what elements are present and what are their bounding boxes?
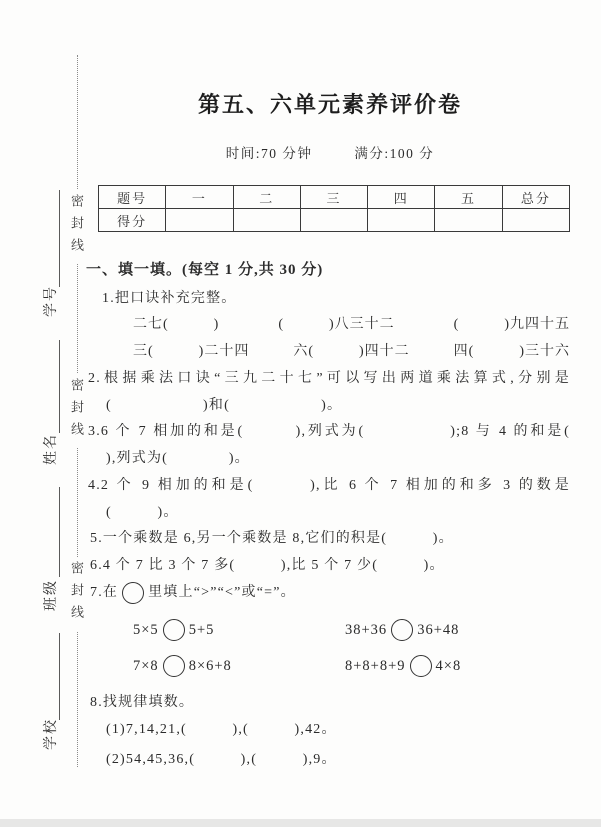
section-1-heading: 一、填一填。(每空 1 分,共 30 分) <box>86 262 324 278</box>
blank-item: 四( )三十六 <box>453 344 570 359</box>
question-8-stem: 8.找规律填数。 <box>90 695 195 710</box>
score-table-header-cell: 三 <box>300 186 367 209</box>
comparison-circle-icon <box>122 582 144 604</box>
left-expression: 7×8 <box>133 658 159 674</box>
class-label: 班级 <box>44 579 59 611</box>
question-3-line-2: ),列式为( )。 <box>106 451 250 466</box>
comparison-circle-icon <box>391 619 413 641</box>
school-label: 学校 <box>44 718 59 750</box>
question-3-line-1: 3.6 个 7 相加的和是( ),列式为( );8 与 4 的和是( <box>88 424 570 439</box>
seal-line-text: 密封线 <box>69 190 86 264</box>
score-table-header-cell: 五 <box>435 186 502 209</box>
blank-item: 六( )四十二 <box>293 344 410 359</box>
question-6: 6.4 个 7 比 3 个 7 多( ),比 5 个 7 少( )。 <box>90 558 445 573</box>
left-expression: 8+8+8+9 <box>345 658 406 674</box>
comparison-item <box>133 654 232 678</box>
question-5: 5.一个乘数是 6,另一个乘数是 8,它们的积是( )。 <box>90 531 454 546</box>
left-expression: 5×5 <box>133 622 159 638</box>
question-1-row-1 <box>133 316 570 334</box>
student-number-blank-line <box>59 190 60 287</box>
score-cell <box>233 209 300 232</box>
seal-line-text: 密封线 <box>69 374 86 448</box>
seal-line-text: 密封线 <box>69 557 86 631</box>
blank-item: 三( )二十四 <box>133 344 250 359</box>
question-1-row-2 <box>133 343 570 361</box>
score-table-header-row <box>99 186 570 209</box>
class-blank-line <box>59 487 60 577</box>
left-expression: 38+36 <box>345 622 388 638</box>
right-expression: 36+48 <box>417 622 460 638</box>
question-7-stem <box>90 582 296 604</box>
question-2-line-1: 2.根据乘法口诀“三九二十七”可以写出两道乘法算式,分别是 <box>88 371 570 386</box>
score-cell <box>368 209 435 232</box>
right-expression: 4×8 <box>435 658 462 674</box>
comparison-item <box>345 618 459 642</box>
question-4-line-2: ( )。 <box>106 505 179 520</box>
comparison-item <box>345 654 461 678</box>
score-row-label: 得分 <box>99 209 166 232</box>
score-table-header-cell: 总分 <box>502 186 569 209</box>
score-cell <box>502 209 569 232</box>
blank-item: ( )九四十五 <box>453 317 570 332</box>
right-expression: 5+5 <box>188 622 215 638</box>
comparison-circle-icon <box>410 655 432 677</box>
comparison-circle-icon <box>163 619 185 641</box>
score-cell <box>166 209 233 232</box>
question-7-stem-prefix: 7.在 <box>90 585 119 600</box>
score-table-header-cell: 一 <box>166 186 233 209</box>
exam-info <box>90 142 570 162</box>
time-limit: 时间:70 分钟 <box>225 146 313 161</box>
blank-item: 二七( ) <box>133 317 220 332</box>
score-table-header-cell: 四 <box>368 186 435 209</box>
score-table <box>98 185 570 232</box>
question-2-line-2: ( )和( )。 <box>106 398 343 413</box>
scan-edge-shadow <box>0 819 601 827</box>
question-7-stem-suffix: 里填上“>”“<”或“=”。 <box>148 585 296 600</box>
score-cell <box>300 209 367 232</box>
score-cell <box>435 209 502 232</box>
score-table-header-cell: 题号 <box>99 186 166 209</box>
school-blank-line <box>59 633 60 720</box>
name-blank-line <box>59 340 60 433</box>
question-4-line-1: 4.2 个 9 相加的和是( ),比 6 个 7 相加的和多 3 的数是 <box>88 478 570 493</box>
question-8-item-1: (1)7,14,21,( ),( ),42。 <box>106 722 337 737</box>
student-number-label: 学号 <box>44 285 59 317</box>
question-8-item-2: (2)54,45,36,( ),( ),9。 <box>106 752 337 767</box>
right-expression: 8×6+8 <box>188 658 232 674</box>
name-label: 姓名 <box>44 433 59 465</box>
comparison-item <box>133 618 214 642</box>
page-title: 第五、六单元素养评价卷 <box>197 92 462 117</box>
score-table-header-cell: 二 <box>233 186 300 209</box>
full-score: 满分:100 分 <box>354 146 435 161</box>
blank-item: ( )八三十二 <box>278 317 395 332</box>
score-table-score-row <box>99 209 570 232</box>
comparison-circle-icon <box>163 655 185 677</box>
question-1-stem: 1.把口诀补充完整。 <box>102 291 237 306</box>
